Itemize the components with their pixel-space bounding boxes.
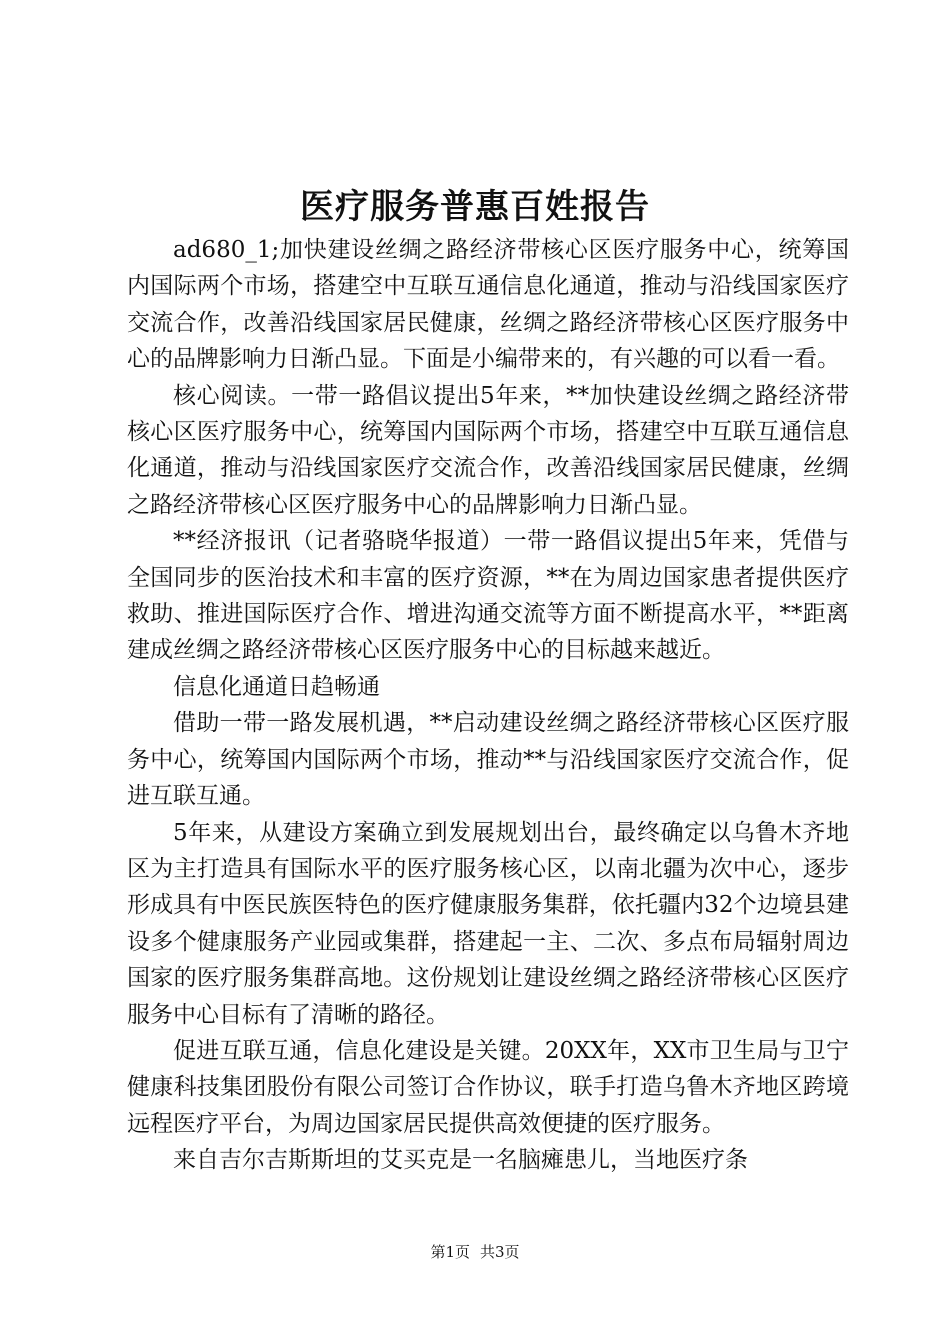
paragraph: **经济报讯（记者骆晓华报道）一带一路倡议提出5年来，凭借与全国同步的医治技术和丰富的医疗资源，**在为周边国家患者提供医疗救助、推进国际医疗合作、增进沟通交流等方面不断提高水平，**距离建成丝绸之路经济带核心区医疗服务中心的目标越来越近。 [127,528,849,664]
document-title: 医疗服务普惠百姓报告 [300,187,650,227]
paragraph: 借助一带一路发展机遇，**启动建设丝绸之路经济带核心区医疗服务中心，统筹国内国际两个市场，推动**与沿线国家医疗交流合作，促进互联互通。 [127,710,849,810]
document-body [127,232,849,1179]
paragraph: ad680_1;加快建设丝绸之路经济带核心区医疗服务中心，统筹国内国际两个市场，搭建空中互联互通信息化通道，推动与沿线国家医疗交流合作，改善沿线国家居民健康，丝绸之路经济带核心区医疗服务中心的品牌影响力日渐凸显。下面是小编带来的，有兴趣的可以看一看。 [127,237,849,373]
paragraph: 来自吉尔吉斯斯坦的艾买克是一名脑瘫患儿，当地医疗条 [173,1147,748,1174]
paragraph: 核心阅读。一带一路倡议提出5年来，**加快建设丝绸之路经济带核心区医疗服务中心，统筹国内国际两个市场，搭建空中互联互通信息化通道，推动与沿线国家医疗交流合作，改善沿线国家居民健康，丝绸之路经济带核心区医疗服务中心的品牌影响力日渐凸显。 [127,382,849,518]
paragraph: 促进互联互通，信息化建设是关键。20XX年，XX市卫生局与卫宁健康科技集团股份有限公司签订合作协议，联手打造乌鲁木齐地区跨境远程医疗平台，为周边国家居民提供高效便捷的医疗服务。 [127,1037,849,1137]
paragraph: 5年来，从建设方案确立到发展规划出台，最终确定以乌鲁木齐地区为主打造具有国际水平的医疗服务核心区，以南北疆为次中心，逐步形成具有中医民族医特色的医疗健康服务集群，依托疆内32个边境县建设多个健康服务产业园或集群，搭建起一主、二次、多点布局辐射周边国家的医疗服务集群高地。这份规划让建设丝绸之路经济带核心区医疗服务中心目标有了清晰的路径。 [127,819,849,1028]
page-total: 共3页 [480,1243,520,1261]
page-footer [0,1240,950,1264]
section-heading: 信息化通道日趋畅通 [173,673,380,700]
page-number: 第1页 [430,1243,470,1261]
